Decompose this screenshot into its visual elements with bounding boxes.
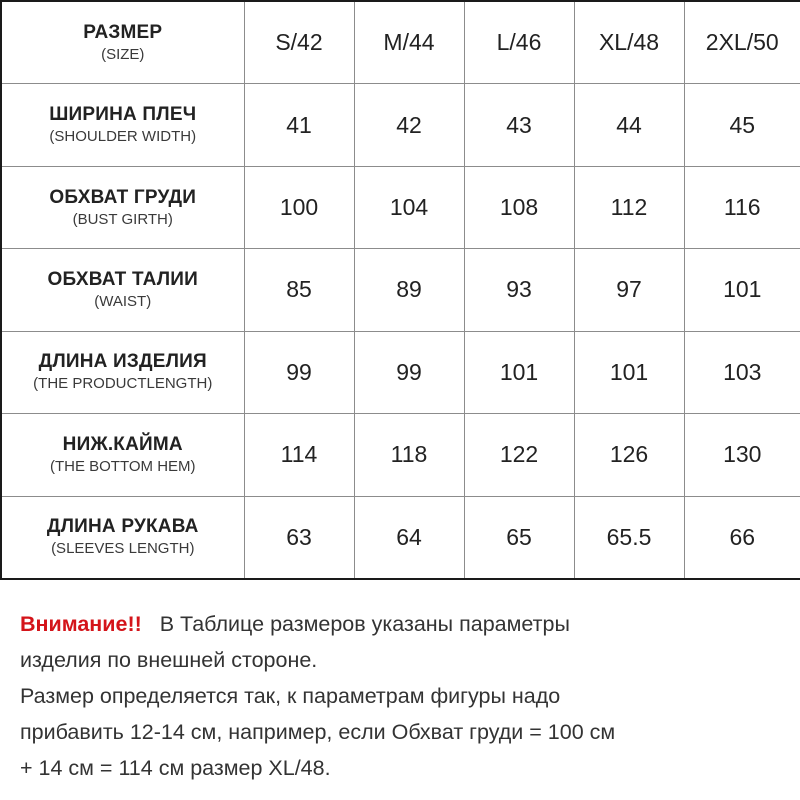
cell-value: 101 [499,358,539,385]
cell-value: 99 [286,358,312,385]
table-row [1,496,800,579]
table-cell [464,84,574,166]
warning-label: Внимание!! [20,612,142,636]
size-column-header [684,1,800,84]
size-column-header [464,1,574,84]
cell-value: 112 [610,194,648,221]
table-cell [684,166,800,248]
cell-value: 108 [499,194,539,221]
row-label: ОБХВАТ ГРУДИ [49,186,197,208]
row-label: ДЛИНА ИЗДЕЛИЯ [38,351,207,373]
table-cell [244,249,354,331]
cell-value: 43 [506,111,532,138]
notice-line: изделия по внешней стороне. [20,648,318,672]
table-cell [244,84,354,166]
cell-value: 122 [499,441,539,468]
table-cell [464,331,574,413]
size-header-label-cell [1,1,244,84]
row-label-cell [1,249,244,331]
cell-value: 126 [609,441,649,468]
table-cell [684,414,800,496]
cell-value: 99 [396,358,422,385]
cell-value: 103 [723,358,762,385]
table-cell [574,84,684,166]
size-column-header [354,1,464,84]
table-cell [244,166,354,248]
size-column-header-text: 2XL/50 [705,29,779,56]
row-label: ШИРИНА ПЛЕЧ [49,104,197,126]
table-cell [464,414,574,496]
cell-value: 118 [390,441,428,468]
cell-value: 63 [286,523,312,550]
table-cell [244,414,354,496]
table-cell [574,496,684,579]
table-cell [684,331,800,413]
cell-value: 101 [609,358,649,385]
table-cell [244,331,354,413]
row-label-cell [1,331,244,413]
row-label: НИЖ.КАЙМА [62,433,183,455]
notice-line: прибавить 12-14 см, например, если Обхват груди = 100 см [20,720,616,744]
cell-value: 64 [396,523,422,550]
table-cell [574,249,684,331]
size-column-header-text: M/44 [383,29,435,56]
table-row [1,414,800,496]
table-cell [354,414,464,496]
row-label: ОБХВАТ ТАЛИИ [47,268,198,290]
cell-value: 101 [723,276,762,303]
cell-value: 44 [616,111,642,138]
table-cell [574,414,684,496]
table-cell [464,166,574,248]
row-sublabel: (SHOULDER WIDTH) [49,128,197,146]
table-row [1,84,800,166]
cell-value: 114 [280,441,318,468]
table-cell [464,249,574,331]
cell-value: 41 [286,111,312,138]
row-label-cell [1,84,244,166]
cell-value: 104 [389,194,429,221]
size-column-header [244,1,354,84]
row-sublabel: (BUST GIRTH) [72,210,173,228]
table-cell [354,166,464,248]
cell-value: 65 [506,523,532,550]
row-label-cell [1,414,244,496]
cell-value: 89 [396,276,422,303]
size-header-sublabel: (SIZE) [101,45,145,63]
size-header-label: РАЗМЕР [83,21,163,43]
table-cell [464,496,574,579]
row-sublabel: (THE PRODUCTLENGTH) [33,375,213,393]
cell-value: 66 [729,523,756,550]
cell-value: 85 [286,276,312,303]
table-cell [354,496,464,579]
cell-value: 130 [723,441,762,468]
table-cell [684,84,800,166]
cell-value: 93 [506,276,532,303]
cell-value: 116 [723,194,761,221]
size-column-header-text: L/46 [496,29,542,56]
notice-line: Размер определяется так, к параметрам фигуры надо [20,684,561,708]
row-sublabel: (WAIST) [94,292,152,310]
cell-value: 65.5 [606,523,652,550]
table-cell [574,166,684,248]
notice-text: В Таблице размеров указаны параметры [159,612,570,636]
size-column-header [574,1,684,84]
table-cell [684,249,800,331]
table-cell [684,496,800,579]
cell-value: 100 [279,194,319,221]
cell-value: 42 [396,111,422,138]
row-label-cell [1,166,244,248]
size-notice [20,606,790,786]
row-sublabel: (THE BOTTOM HEM) [49,457,196,475]
notice-line [20,606,790,642]
row-label: ДЛИНА РУКАВА [46,516,199,538]
table-cell [354,84,464,166]
size-column-header-text: XL/48 [598,29,660,56]
table-row [1,331,800,413]
cell-value: 97 [616,276,642,303]
table-row [1,166,800,248]
notice-line: + 14 см = 114 см размер XL/48. [20,756,331,780]
table-header-row [1,1,800,84]
table-row [1,249,800,331]
row-sublabel: (SLEEVES LENGTH) [51,540,195,558]
row-label-cell [1,496,244,579]
table-cell [574,331,684,413]
size-column-header-text: S/42 [275,29,323,56]
table-cell [354,331,464,413]
cell-value: 45 [729,111,756,138]
table-cell [244,496,354,579]
table-cell [354,249,464,331]
